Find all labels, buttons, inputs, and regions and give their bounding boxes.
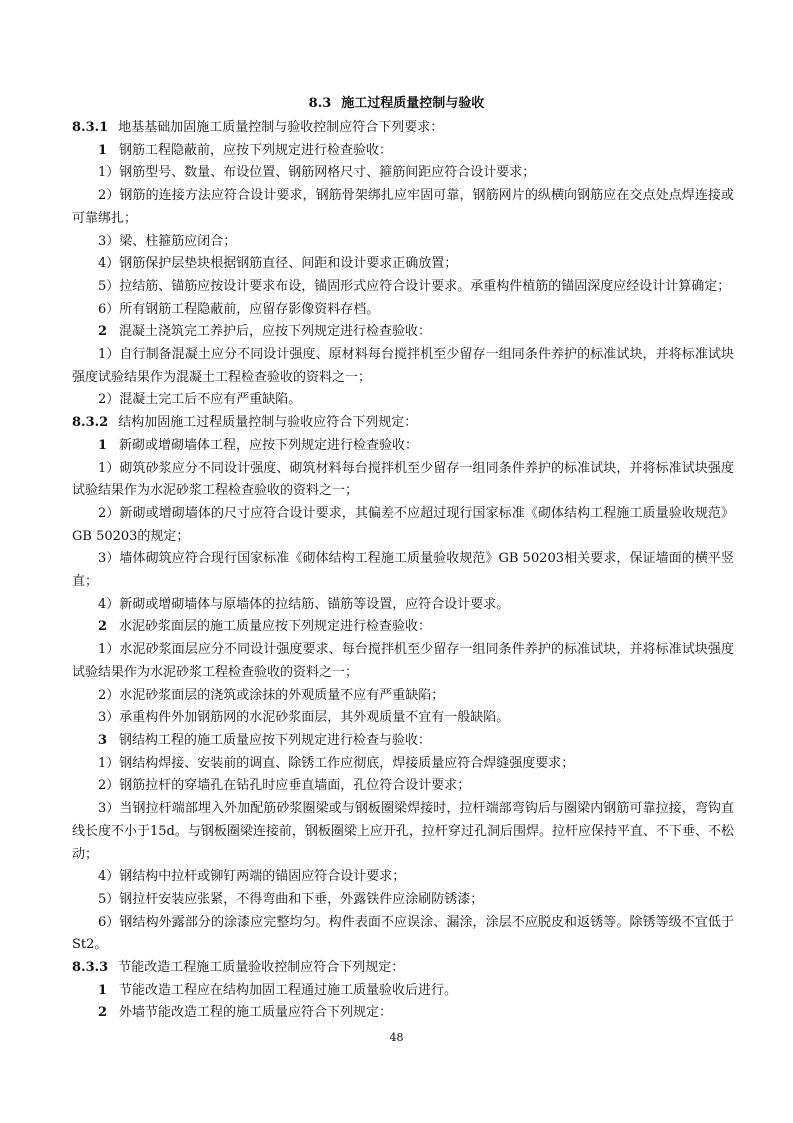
item-text: 水泥砂浆面层的施工质量应按下列规定进行检查验收：: [119, 619, 432, 635]
sub-item: 4）钢结构中拉杆或铆钉两端的锚固应符合设计要求；: [98, 869, 406, 885]
item-paragraph: [72, 1002, 734, 1025]
item-text: 外墙节能改造工程的施工质量应符合下列规定：: [119, 1005, 393, 1021]
sub-item: 4）钢筋保护层垫块根据钢筋直径、间距和设计要求正确放置；: [98, 256, 458, 272]
item-paragraph: [72, 435, 734, 458]
item-text: 钢筋工程隐蔽前，应按下列规定进行检查验收：: [119, 142, 393, 158]
sub-item: 1）砌筑砂浆应分不同设计强度、砌筑材料每台搅拌机至少留存一组同条件养护的标准试块，并将标准试块强度试验结果作为水泥砂浆工程检查验收的资料之一；: [72, 460, 734, 499]
sub-item: 6）钢结构外露部分的涂漆应完整均匀。构件表面不应误涂、漏涂，涂层不应脱皮和返锈等。除锈等级不宜低于St2。: [72, 914, 734, 953]
item-paragraph: [72, 616, 734, 639]
sub-item: 1）自行制备混凝土应分不同设计强度、原材料每台搅拌机至少留存一组同条件养护的标准试块，并将标准试块强度试验结果作为混凝土工程检查验收的资料之一；: [72, 347, 734, 385]
sub-item: 3）承重构件外加钢筋网的水泥砂浆面层，其外观质量不宜有一般缺陷。: [98, 710, 510, 726]
clause-text: 节能改造工程施工质量验收控制应符合下列规定：: [118, 960, 405, 976]
item-paragraph: [72, 730, 734, 753]
item-number: 2: [98, 1005, 108, 1021]
document-body: [72, 117, 734, 1025]
sub-item: 3）墙体砌筑应符合现行国家标准《砌体结构工程施工质量验收规范》GB 50203相关要求，保证墙面的横平竖直；: [72, 551, 734, 590]
sub-item: 2）钢筋拉杆的穿墙孔在钻孔时应垂直墙面，孔位符合设计要求；: [98, 778, 471, 794]
clause-text: 地基基础加固施工质量控制与验收控制应符合下列要求：: [118, 120, 444, 135]
sub-item: 5）钢拉杆安装应张紧，不得弯曲和下垂，外露铁件应涂刷防锈漆；: [98, 891, 484, 907]
clause-8-3-2: [72, 412, 734, 435]
item-number: 1: [98, 142, 108, 158]
clause-8-3-3: [72, 957, 734, 980]
item-number: 2: [98, 619, 108, 635]
item-number: 2: [98, 324, 108, 340]
sub-item: 1）钢筋型号、数量、布设位置、钢筋网格尺寸、箍筋间距应符合设计要求；: [98, 165, 536, 181]
clause-8-3-1: [72, 117, 734, 140]
sub-item: 5）拉结筋、锚筋应按设计要求布设，锚固形式应符合设计要求。承重构件植筋的锚固深度应经设计计算确定；: [98, 278, 731, 294]
section-heading: [0, 94, 793, 114]
sub-item: 2）新砌或增砌墙体的尺寸应符合设计要求，其偏差不应超过现行国家标准《砌体结构工程施工质量验收规范》GB 50203的规定；: [72, 505, 734, 544]
item-number: 1: [98, 982, 108, 998]
sub-item: 3）当钢拉杆端部埋入外加配筋砂浆圈梁或与钢板圈梁焊接时，拉杆端部弯钩后与圈梁内钢筋可靠拉接，弯钩直线长度不小于15d。与钢板圈梁连接前，钢板圈梁上应开孔，拉杆穿过孔洞后围焊。拉杆应保持平直、不下垂、不松动；: [72, 801, 734, 862]
item-text: 混凝土浇筑完工养护后，应按下列规定进行检查验收：: [119, 324, 432, 340]
section-title: 施工过程质量控制与验收: [341, 96, 485, 111]
sub-item: 3）梁、柱箍筋应闭合；: [98, 233, 237, 249]
item-text: 节能改造工程应在结构加固工程通过施工质量验收后进行。: [119, 982, 458, 998]
clause-number: 8.3.2: [72, 415, 109, 431]
item-paragraph: [72, 140, 734, 163]
sub-item: 2）混凝土完工后不应有严重缺陷。: [98, 392, 302, 408]
item-number: 3: [98, 732, 108, 748]
clause-number: 8.3.1: [72, 120, 109, 135]
item-number: 1: [98, 437, 108, 453]
sub-item: 2）钢筋的连接方法应符合设计要求，钢筋骨架绑扎应牢固可靠，钢筋网片的纵横向钢筋应在交点处点焊连接或可靠绑扎；: [72, 188, 734, 226]
sub-item: 2）水泥砂浆面层的浇筑或涂抹的外观质量不应有严重缺陷；: [98, 687, 445, 703]
section-number: 8.3: [308, 96, 332, 111]
item-paragraph: [72, 321, 734, 344]
sub-item: 1）钢结构焊接、安装前的调直、除锈工作应彻底，焊接质量应符合焊缝强度要求；: [98, 755, 575, 771]
clause-number: 8.3.3: [72, 960, 109, 976]
sub-item: 1）水泥砂浆面层应分不同设计强度要求、每台搅拌机至少留存一组同条件养护的标准试块，并将标准试块强度试验结果作为水泥砂浆工程检查验收的资料之一；: [72, 642, 734, 680]
clause-text: 结构加固施工过程质量控制与验收应符合下列规定：: [118, 415, 418, 431]
item-text: 钢结构工程的施工质量应按下列规定进行检查与验收：: [119, 732, 432, 748]
page-number: 48: [389, 1031, 404, 1044]
sub-item: 6）所有钢筋工程隐蔽前，应留存影像资料存档。: [98, 301, 380, 317]
item-text: 新砌或增砌墙体工程，应按下列规定进行检查验收：: [119, 437, 419, 453]
item-paragraph: [72, 980, 734, 1003]
sub-item: 4）新砌或增砌墙体与原墙体的拉结筋、锚筋等设置，应符合设计要求。: [98, 596, 510, 612]
